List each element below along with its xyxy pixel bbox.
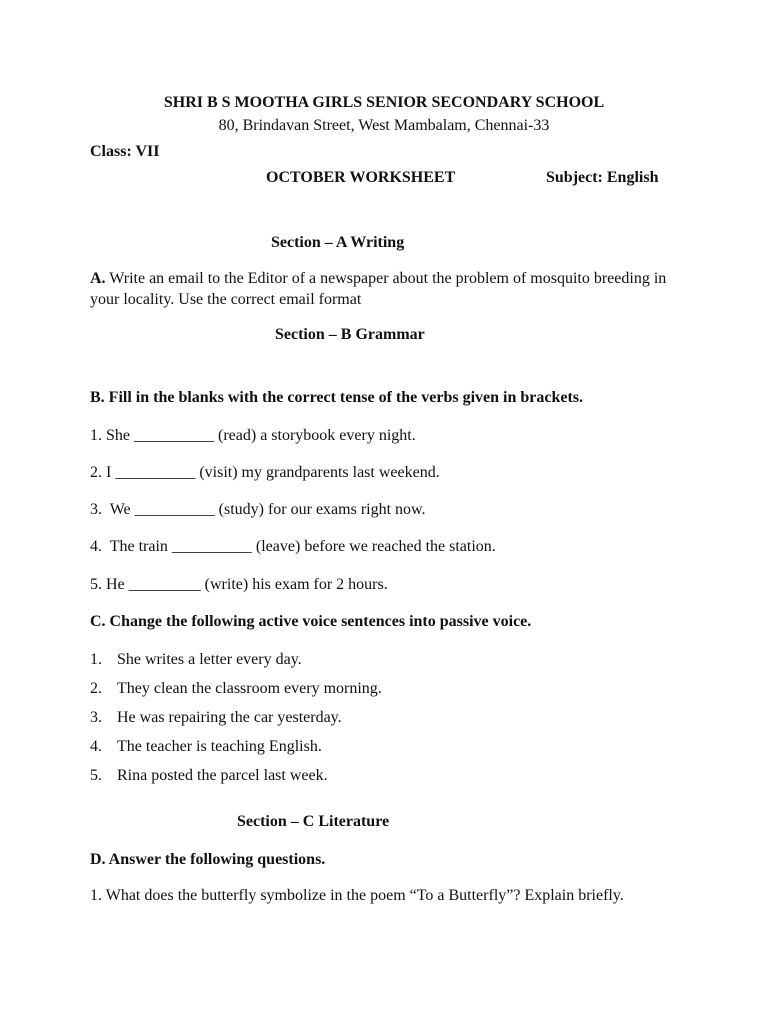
- class-label: Class: VII: [90, 143, 160, 160]
- subject-label: Subject: English: [546, 169, 659, 186]
- question-a-text: Write an email to the Editor of a newspaper about the problem of mosquito breeding in your locality. Use the correct email format: [90, 270, 667, 308]
- list-item-number: 1.: [90, 651, 102, 668]
- list-item-text: Rina posted the parcel last week.: [117, 767, 328, 784]
- list-item-number: 2.: [90, 680, 102, 697]
- school-name: SHRI B S MOOTHA GIRLS SENIOR SECONDARY SCHOOL: [163, 94, 605, 111]
- section-a-question: [90, 268, 670, 310]
- section-b-title: Section – B Grammar: [275, 326, 425, 343]
- section-c-title: Section – C Literature: [237, 813, 390, 830]
- fill-blank-item-2: 2. I __________ (visit) my grandparents last weekend.: [90, 464, 440, 481]
- list-item-number: 4.: [90, 738, 102, 755]
- list-item-text: The teacher is teaching English.: [117, 738, 322, 755]
- list-item-text: They clean the classroom every morning.: [117, 680, 382, 697]
- list-item: [90, 708, 342, 728]
- part-c-instruction: C. Change the following active voice sentences into passive voice.: [90, 613, 532, 630]
- literature-question-1: 1. What does the butterfly symbolize in the poem “To a Butterfly”? Explain briefly.: [90, 887, 624, 904]
- list-item: [90, 679, 382, 699]
- section-a-title: Section – A Writing: [271, 234, 405, 251]
- part-b-instruction: B. Fill in the blanks with the correct tense of the verbs given in brackets.: [90, 389, 584, 406]
- list-item-text: He was repairing the car yesterday.: [117, 709, 342, 726]
- fill-blank-item-4: 4. The train __________ (leave) before we reached the station.: [90, 538, 496, 555]
- list-item: [90, 766, 328, 786]
- school-address: 80, Brindavan Street, West Mambalam, Chennai-33: [218, 117, 550, 134]
- worksheet-title: OCTOBER WORKSHEET: [266, 169, 456, 186]
- fill-blank-item-1: 1. She __________ (read) a storybook every night.: [90, 427, 416, 444]
- part-d-instruction: D. Answer the following questions.: [90, 851, 326, 868]
- fill-blank-item-3: 3. We __________ (study) for our exams right now.: [90, 501, 426, 518]
- fill-blank-item-5: 5. He _________ (write) his exam for 2 hours.: [90, 576, 388, 593]
- list-item-number: 5.: [90, 767, 102, 784]
- list-item-number: 3.: [90, 709, 102, 726]
- question-a-label: A.: [90, 270, 106, 287]
- list-item-text: She writes a letter every day.: [117, 651, 302, 668]
- list-item: [90, 650, 302, 670]
- list-item: [90, 737, 322, 757]
